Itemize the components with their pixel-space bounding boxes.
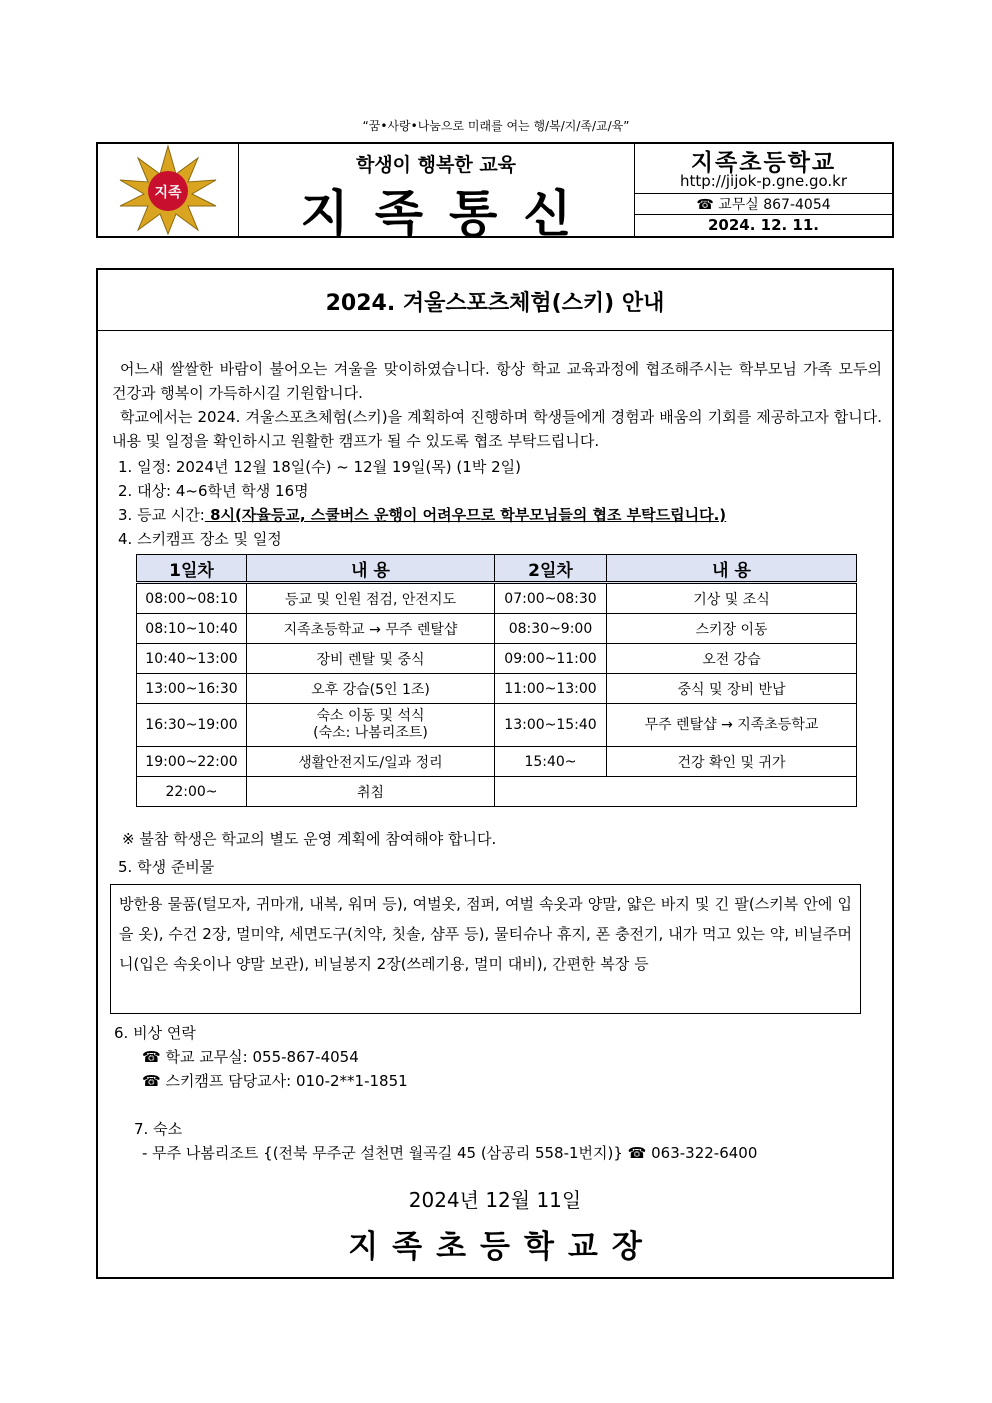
- table-cell: 08:10~10:40: [137, 614, 247, 644]
- table-cell: 19:00~22:00: [137, 747, 247, 777]
- cell-line-sub: (숙소: 나봄리조트): [313, 725, 428, 741]
- table-cell: 생활안전지도/일과 정리: [247, 747, 495, 777]
- divider: [635, 214, 892, 215]
- table-row: [137, 583, 857, 614]
- table-cell: 10:40~13:00: [137, 644, 247, 674]
- contact-teacher: ☎ 스키캠프 담당교사: 010-2**1-1851: [142, 1072, 408, 1090]
- table-cell: 건강 확인 및 귀가: [607, 747, 857, 777]
- table-cell: 등교 및 인원 점검, 안전지도: [247, 583, 495, 614]
- table-cell: 지족초등학교 → 무주 렌탈샵: [247, 614, 495, 644]
- table-row: [137, 614, 857, 644]
- table-cell: 스키장 이동: [607, 614, 857, 644]
- emblem-text: 지족: [154, 185, 182, 201]
- table-cell: 08:00~08:10: [137, 583, 247, 614]
- title-divider: [98, 330, 892, 331]
- table-row: [137, 777, 857, 807]
- supplies-text: 방한용 물품(털모자, 귀마개, 내복, 워머 등), 여벌옷, 점퍼, 여벌 속옷과 양말, 얇은 바지 및 긴 팔(스키복 안에 입을 옷), 수건 2장, 멀미약, 세면도구(치약, 칫솔, 샴푸 등), 물티슈나 휴지, 폰 충전기, 내가 먹고 있는 약, 비닐주머니(입은 속옷이나 양말 보관), 비닐봉지 2장(쓰레기용, 멀미 대비), 간편한 복장 등: [119, 895, 852, 973]
- table-cell: 무주 렌탈샵 → 지족초등학교: [607, 704, 857, 747]
- table-row: [137, 644, 857, 674]
- table-cell: 중식 및 장비 반납: [607, 674, 857, 704]
- table-cell: 13:00~16:30: [137, 674, 247, 704]
- arrival-time-item: [118, 504, 726, 525]
- table-row: [137, 747, 857, 777]
- target-item: 2. 대상: 4~6학년 학생 16명: [118, 482, 309, 500]
- arrival-time-label: 3. 등교 시간:: [118, 506, 205, 524]
- notice-frame: [96, 268, 894, 1279]
- table-cell: 16:30~19:00: [137, 704, 247, 747]
- contact-office: ☎ 학교 교무실: 055-867-4054: [142, 1048, 359, 1066]
- table-cell: 11:00~13:00: [495, 674, 607, 704]
- lodging-heading: 7. 숙소: [134, 1120, 183, 1138]
- school-name: 지족초등학교: [690, 150, 837, 176]
- table-cell: 기상 및 조식: [607, 583, 857, 614]
- slogan: 학생이 행복한 교육: [355, 154, 517, 176]
- logo-cell: [98, 144, 239, 236]
- table-cell: 장비 렌탈 및 중식: [247, 644, 495, 674]
- table-header-row: [137, 555, 857, 583]
- table-cell: [247, 704, 495, 747]
- school-phone: ☎ 교무실 867-4054: [696, 197, 831, 213]
- table-cell: 13:00~15:40: [495, 704, 607, 747]
- table-cell: 취침: [247, 777, 495, 807]
- arrival-time-emphasis: 8시(자율등교, 스쿨버스 운행이 어려우므로 학부모님들의 협조 부탁드립니다.): [204, 506, 727, 524]
- table-cell: 22:00~: [137, 777, 247, 807]
- lodging-detail: - 무주 나봄리조트 {(전북 무주군 설천면 월곡길 45 (삼공리 558-1번지)} ☎ 063-322-6400: [142, 1144, 758, 1162]
- camp-schedule-heading: 4. 스키캠프 장소 및 일정: [118, 530, 282, 548]
- table-cell-empty: [495, 777, 857, 807]
- day1-header: 1일차: [137, 555, 247, 583]
- emergency-heading: 6. 비상 연락: [114, 1024, 196, 1042]
- intro-paragraph-1: 어느새 쌀쌀한 바람이 불어오는 겨울을 맞이하였습니다. 항상 학교 교육과정에 협조해주시는 학부모님 가족 모두의 건강과 행복이 가득하시길 기원합니다.: [112, 360, 882, 402]
- table-row: [137, 704, 857, 747]
- day2-content-header: 내 용: [607, 555, 857, 583]
- supplies-heading: 5. 학생 준비물: [118, 858, 215, 876]
- issue-date: 2024. 12. 11.: [707, 216, 820, 234]
- table-cell: 08:30~9:00: [495, 614, 607, 644]
- signature-date: 2024년 12월 11일: [408, 1188, 582, 1212]
- table-cell: 오후 강습(5인 1조): [247, 674, 495, 704]
- schedule-table: [136, 554, 857, 807]
- title-cell: [238, 144, 635, 243]
- schedule-date-item: 1. 일정: 2024년 12월 18일(수) ~ 12월 19일(목) (1박 2일): [118, 458, 521, 476]
- supplies-box: [110, 884, 861, 1014]
- table-cell: 15:40~: [495, 747, 607, 777]
- newsletter-header: [96, 142, 894, 243]
- school-emblem-icon: [98, 144, 238, 236]
- table-row: [137, 674, 857, 704]
- school-info-cell: [635, 144, 892, 236]
- principal-signature: 지족초등학교장: [348, 1229, 656, 1265]
- table-cell: 오전 강습: [607, 644, 857, 674]
- table-cell: 07:00~08:30: [495, 583, 607, 614]
- intro-paragraph-2: 학교에서는 2024. 겨울스포츠체험(스키)을 계획하여 진행하며 학생들에게 경험과 배움의 기회를 제공하고자 합니다. 내용 및 일정을 확인하시고 원활한 캠프가 될 수 있도록 협조 부탁드립니다.: [112, 408, 882, 450]
- day2-header: 2일차: [495, 555, 607, 583]
- table-cell: 09:00~11:00: [495, 644, 607, 674]
- cell-line: 숙소 이동 및 석식: [316, 708, 425, 724]
- absence-note: ※ 불참 학생은 학교의 별도 운영 계획에 참여해야 합니다.: [122, 830, 497, 848]
- motto: “꿈•사랑•나눔으로 미래를 여는 행/복/지/족/교/육”: [362, 119, 630, 133]
- day1-content-header: 내 용: [247, 555, 495, 583]
- document-title: 2024. 겨울스포츠체험(스키) 안내: [325, 291, 665, 316]
- newsletter-title: 지족통신: [300, 185, 598, 243]
- school-url[interactable]: http://jijok-p.gne.go.kr: [679, 172, 848, 190]
